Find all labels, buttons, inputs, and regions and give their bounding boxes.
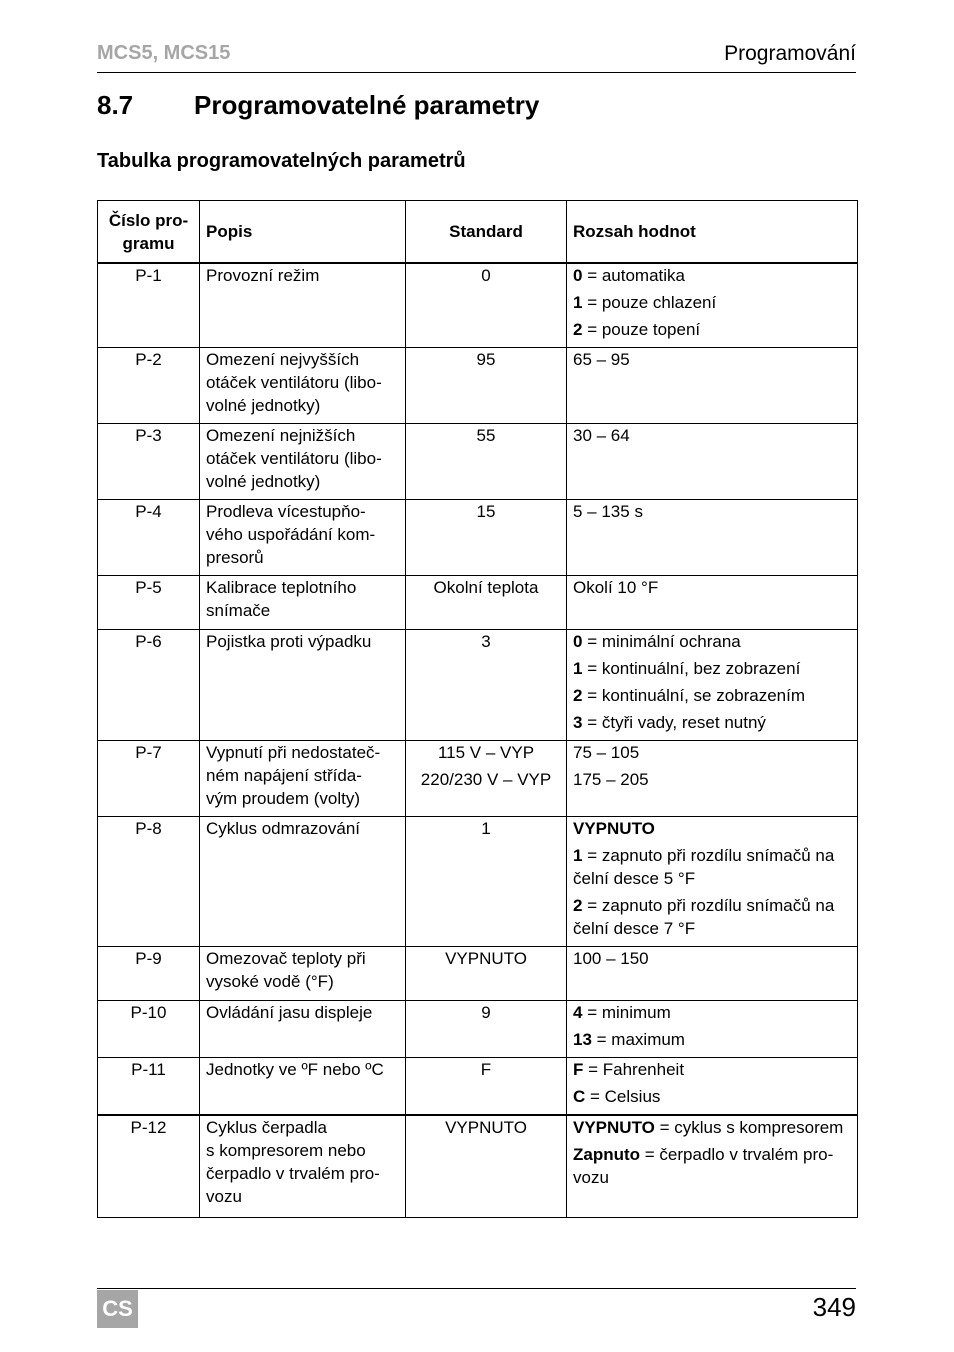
table-heading: Tabulka programovatelných parametrů	[97, 150, 466, 172]
description-line: s kompresorem nebo	[206, 1141, 366, 1160]
cell-program-number: P-12	[98, 1115, 200, 1218]
range-option	[573, 844, 851, 890]
description-line: volné jednotky)	[206, 472, 321, 491]
description-line: vysoké vodě (°F)	[206, 972, 334, 991]
table-row	[98, 947, 858, 1001]
range-option	[573, 657, 851, 680]
cell-program-number: P-7	[98, 741, 200, 817]
range-option-text: 75 – 105	[573, 743, 640, 762]
standard-value: 0	[481, 266, 491, 285]
standard-value: 55	[476, 426, 496, 445]
column-header-number-line1: Číslo pro-	[108, 210, 189, 230]
table-row	[98, 1001, 858, 1058]
table-row	[98, 500, 858, 576]
range-option-code: 2	[573, 896, 583, 915]
cell-standard	[406, 263, 567, 348]
description-line: Cyklus čerpadla	[206, 1118, 327, 1137]
section-heading	[97, 90, 539, 121]
cell-description	[200, 817, 406, 947]
range-option	[573, 741, 851, 764]
description-line: presorů	[206, 548, 264, 567]
cell-range	[567, 741, 858, 817]
range-option-text: Okolí 10 °F	[573, 578, 659, 597]
range-option	[573, 291, 851, 314]
cell-standard	[406, 947, 567, 1001]
cell-program-number: P-1	[98, 263, 200, 348]
range-option-text: = kontinuální, se zobrazením	[582, 686, 806, 705]
cell-range	[567, 947, 858, 1001]
cell-range	[567, 1058, 858, 1116]
range-option	[573, 264, 851, 287]
description-line: vým proudem (volty)	[206, 789, 360, 808]
header-model: MCS5, MCS15	[97, 42, 231, 64]
standard-value: 1	[481, 819, 491, 838]
description-line: Vypnutí při nedostateč-	[206, 743, 381, 762]
range-option	[573, 318, 851, 341]
cell-range	[567, 348, 858, 424]
range-option	[573, 684, 851, 707]
cell-range	[567, 1001, 858, 1058]
range-option	[573, 947, 851, 970]
range-option-text: = Fahrenheit	[583, 1060, 685, 1079]
range-option	[573, 1116, 851, 1139]
range-option	[573, 1028, 851, 1051]
table-row	[98, 424, 858, 500]
range-option-code: 0	[573, 632, 583, 651]
range-option	[573, 630, 851, 653]
range-option	[573, 768, 851, 791]
description-line: otáček ventilátoru (libo-	[206, 373, 382, 392]
description-line: Provozní režim	[206, 266, 320, 285]
cell-program-number: P-5	[98, 576, 200, 630]
range-option-code: 13	[573, 1030, 592, 1049]
standard-value: 220/230 V – VYP	[420, 770, 552, 789]
description-line: vého uspořádání kom-	[206, 525, 376, 544]
cell-standard	[406, 741, 567, 817]
range-option-text: = zapnuto při rozdílu snímačů na čelní desce 5 °F	[573, 846, 835, 888]
table-row	[98, 348, 858, 424]
range-option	[573, 1001, 851, 1024]
cell-description	[200, 630, 406, 741]
table-row	[98, 1115, 858, 1218]
range-option-text: = čtyři vady, reset nutný	[582, 713, 766, 732]
cell-program-number: P-3	[98, 424, 200, 500]
description-line: snímače	[206, 601, 271, 620]
range-option-text: 30 – 64	[573, 426, 630, 445]
cell-description	[200, 1001, 406, 1058]
range-option	[573, 894, 851, 940]
range-option	[573, 711, 851, 734]
parameter-table	[97, 200, 858, 1218]
description-line: Jednotky ve ºF nebo ºC	[206, 1060, 384, 1079]
range-option-code: 4	[573, 1003, 583, 1022]
range-option-text: 175 – 205	[573, 770, 649, 789]
range-option-code: C	[573, 1087, 586, 1106]
column-header-range: Rozsah hodnot	[567, 201, 858, 264]
cell-program-number: P-9	[98, 947, 200, 1001]
range-option-text: = cyklus s kompresorem	[654, 1118, 844, 1137]
header-section: Programování	[724, 42, 856, 65]
standard-value: F	[480, 1060, 492, 1079]
description-line: vozu	[206, 1187, 242, 1206]
range-option	[573, 500, 851, 523]
cell-program-number: P-2	[98, 348, 200, 424]
description-line: ném napájení střída-	[206, 766, 362, 785]
page-header	[97, 40, 856, 73]
standard-value: 9	[481, 1003, 491, 1022]
section-title: Programovatelné parametry	[194, 90, 540, 120]
standard-value: Okolní teplota	[433, 578, 539, 597]
column-header-number	[98, 201, 200, 264]
range-option-text: 100 – 150	[573, 949, 649, 968]
range-option-code: 1	[573, 293, 583, 312]
standard-value: VYPNUTO	[445, 949, 527, 968]
table-row	[98, 741, 858, 817]
cell-program-number: P-8	[98, 817, 200, 947]
cell-range	[567, 817, 858, 947]
standard-value: 15	[476, 502, 496, 521]
cell-description	[200, 576, 406, 630]
cell-standard	[406, 1001, 567, 1058]
cell-description	[200, 263, 406, 348]
range-option-text: 5 – 135 s	[573, 502, 643, 521]
cell-program-number: P-11	[98, 1058, 200, 1116]
cell-program-number: P-6	[98, 630, 200, 741]
description-line: Prodleva vícestupňo-	[206, 502, 366, 521]
table-row	[98, 817, 858, 947]
description-line: Pojistka proti výpadku	[206, 632, 372, 651]
range-option	[573, 424, 851, 447]
page-number: 349	[812, 1292, 856, 1322]
range-option	[573, 348, 851, 371]
range-option-code: F	[573, 1060, 584, 1079]
standard-value: 115 V – VYP	[437, 743, 535, 762]
cell-range	[567, 630, 858, 741]
range-option-text: = automatika	[582, 266, 685, 285]
range-option-text: = Celsius	[585, 1087, 661, 1106]
description-line: Ovládání jasu displeje	[206, 1003, 373, 1022]
cell-program-number: P-4	[98, 500, 200, 576]
cell-range	[567, 263, 858, 348]
range-option-code: 3	[573, 713, 583, 732]
cell-range	[567, 424, 858, 500]
range-option-text: = maximum	[591, 1030, 685, 1049]
cell-standard	[406, 1115, 567, 1218]
range-option-text: = kontinuální, bez zobrazení	[582, 659, 801, 678]
table-header-row	[98, 201, 858, 264]
table-body	[98, 263, 858, 1218]
column-header-standard: Standard	[406, 201, 567, 264]
range-option-text: = minimální ochrana	[582, 632, 741, 651]
range-option	[573, 1058, 851, 1081]
range-option-text: = pouze topení	[582, 320, 701, 339]
table-row	[98, 630, 858, 741]
range-option-code: Zapnuto	[573, 1145, 641, 1164]
range-option-text: = pouze chlazení	[582, 293, 717, 312]
cell-standard	[406, 817, 567, 947]
column-header-number-line2: gramu	[122, 233, 175, 253]
range-option-text: 65 – 95	[573, 350, 630, 369]
description-line: Cyklus odmrazování	[206, 819, 361, 838]
cell-description	[200, 947, 406, 1001]
range-option	[573, 817, 851, 840]
cell-standard	[406, 1058, 567, 1116]
cell-range	[567, 1115, 858, 1218]
standard-value: VYPNUTO	[445, 1118, 527, 1137]
footer-divider	[97, 1288, 856, 1289]
cell-description	[200, 1115, 406, 1218]
description-line: otáček ventilátoru (libo-	[206, 449, 382, 468]
range-option-code: 1	[573, 659, 583, 678]
cell-range	[567, 576, 858, 630]
range-option-code: 2	[573, 686, 583, 705]
cell-standard	[406, 630, 567, 741]
cell-standard	[406, 424, 567, 500]
standard-value: 95	[476, 350, 496, 369]
range-option-code: VYPNUTO	[573, 819, 655, 838]
description-line: Omezení nejnižších	[206, 426, 356, 445]
cell-description	[200, 424, 406, 500]
cell-standard	[406, 576, 567, 630]
range-option-code: 1	[573, 846, 583, 865]
range-option-text: = zapnuto při rozdílu snímačů na čelní desce 7 °F	[573, 896, 835, 938]
range-option-code: 0	[573, 266, 583, 285]
range-option-text: = čerpadlo v trvalém pro- vozu	[573, 1145, 834, 1187]
cell-range	[567, 500, 858, 576]
cell-description	[200, 500, 406, 576]
cell-description	[200, 348, 406, 424]
cell-program-number: P-10	[98, 1001, 200, 1058]
section-number: 8.7	[97, 90, 134, 120]
description-line: Omezovač teploty při	[206, 949, 366, 968]
description-line: Kalibrace teplotního	[206, 578, 357, 597]
description-line: volné jednotky)	[206, 396, 321, 415]
range-option	[573, 1143, 851, 1189]
cell-standard	[406, 500, 567, 576]
description-line: Omezení nejvyšších	[206, 350, 360, 369]
range-option-code: 2	[573, 320, 583, 339]
range-option-text: = minimum	[582, 1003, 671, 1022]
table-row	[98, 263, 858, 348]
table-row	[98, 576, 858, 630]
range-option-code: VYPNUTO	[573, 1118, 655, 1137]
table-row	[98, 1058, 858, 1116]
range-option	[573, 576, 851, 599]
language-badge: CS	[97, 1290, 138, 1328]
cell-description	[200, 741, 406, 817]
description-line: čerpadlo v trvalém pro-	[206, 1164, 380, 1183]
column-header-description: Popis	[200, 201, 406, 264]
standard-value: 3	[481, 632, 491, 651]
range-option	[573, 1085, 851, 1108]
cell-description	[200, 1058, 406, 1116]
cell-standard	[406, 348, 567, 424]
